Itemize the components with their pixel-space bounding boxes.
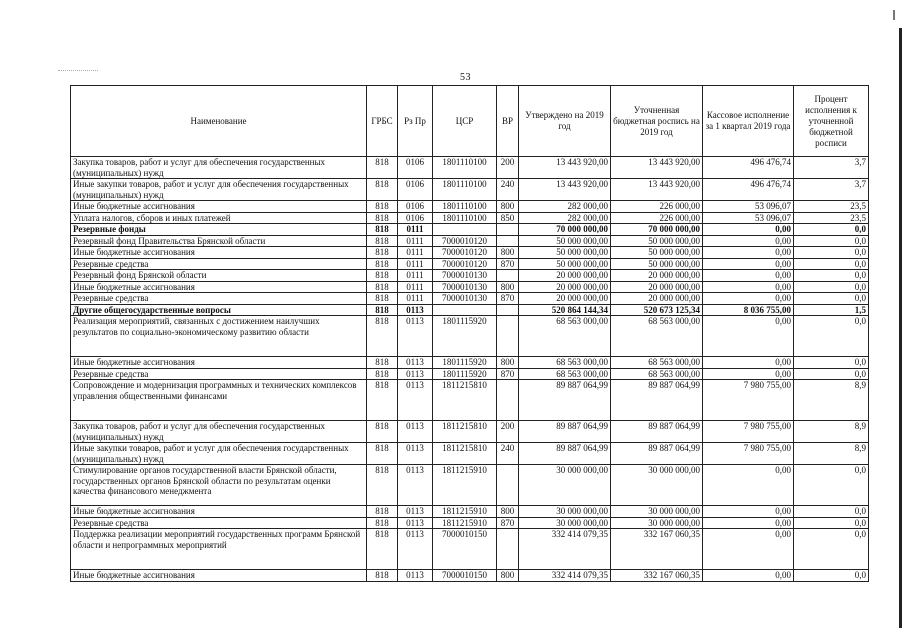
cell-vr bbox=[497, 529, 519, 570]
cell-approved: 89 887 064,99 bbox=[519, 421, 611, 443]
cell-refined: 68 563 000,00 bbox=[611, 357, 703, 369]
table-row bbox=[71, 281, 869, 293]
cell-csr: 7000010120 bbox=[433, 235, 497, 247]
cell-rzpr: 0111 bbox=[398, 281, 433, 293]
budget-table bbox=[70, 85, 869, 582]
cell-name: Иные бюджетные ассигнования bbox=[71, 506, 367, 518]
cell-cash: 53 096,07 bbox=[703, 201, 794, 213]
cell-csr: 7000010130 bbox=[433, 293, 497, 305]
cell-grbs: 818 bbox=[367, 357, 398, 369]
cell-cash: 0,00 bbox=[703, 235, 794, 247]
cell-approved: 68 563 000,00 bbox=[519, 357, 611, 369]
cell-grbs: 818 bbox=[367, 316, 398, 357]
cell-grbs: 818 bbox=[367, 247, 398, 259]
cell-refined: 30 000 000,00 bbox=[611, 465, 703, 506]
cell-cash: 0,00 bbox=[703, 517, 794, 529]
cell-vr bbox=[497, 270, 519, 282]
cell-csr: 1801110100 bbox=[433, 157, 497, 179]
scan-edge-border bbox=[899, 28, 902, 628]
cell-grbs: 818 bbox=[367, 201, 398, 213]
scan-edge-mark bbox=[893, 10, 895, 20]
cell-refined: 332 167 060,35 bbox=[611, 570, 703, 582]
cell-percent: 0,0 bbox=[794, 293, 869, 305]
cell-name: Стимулирование органов государственной власти Брянской области, государственных органов Брянской области по результатам оценки качества финансового менеджмента bbox=[71, 465, 367, 506]
cell-grbs: 818 bbox=[367, 293, 398, 305]
cell-refined: 332 167 060,35 bbox=[611, 529, 703, 570]
cell-cash: 0,00 bbox=[703, 465, 794, 506]
cell-grbs: 818 bbox=[367, 443, 398, 465]
cell-approved: 20 000 000,00 bbox=[519, 270, 611, 282]
cell-refined: 20 000 000,00 bbox=[611, 281, 703, 293]
cell-vr: 800 bbox=[497, 570, 519, 582]
cell-refined: 13 443 920,00 bbox=[611, 179, 703, 201]
table-row bbox=[71, 465, 869, 506]
cell-rzpr: 0113 bbox=[398, 506, 433, 518]
cell-percent: 23,5 bbox=[794, 201, 869, 213]
cell-approved: 30 000 000,00 bbox=[519, 465, 611, 506]
cell-name: Иные закупки товаров, работ и услуг для обеспечения государственных (муниципальных) нужд bbox=[71, 179, 367, 201]
cell-cash: 0,00 bbox=[703, 529, 794, 570]
cell-percent: 0,0 bbox=[794, 247, 869, 259]
cell-name: Резервные фонды bbox=[71, 224, 367, 236]
cell-refined: 68 563 000,00 bbox=[611, 316, 703, 357]
cell-grbs: 818 bbox=[367, 270, 398, 282]
cell-approved: 68 563 000,00 bbox=[519, 368, 611, 380]
cell-approved: 20 000 000,00 bbox=[519, 281, 611, 293]
cell-grbs: 818 bbox=[367, 380, 398, 421]
cell-grbs: 818 bbox=[367, 368, 398, 380]
cell-rzpr: 0113 bbox=[398, 357, 433, 369]
cell-cash: 0,00 bbox=[703, 270, 794, 282]
cell-csr: 1801110100 bbox=[433, 179, 497, 201]
cell-csr: 7000010150 bbox=[433, 529, 497, 570]
cell-approved: 13 443 920,00 bbox=[519, 179, 611, 201]
cell-rzpr: 0111 bbox=[398, 293, 433, 305]
cell-grbs: 818 bbox=[367, 304, 398, 316]
cell-name: Поддержка реализации мероприятий государственных программ Брянской области и непрограммных мероприятий bbox=[71, 529, 367, 570]
cell-refined: 70 000 000,00 bbox=[611, 224, 703, 236]
cell-refined: 30 000 000,00 bbox=[611, 517, 703, 529]
cell-grbs: 818 bbox=[367, 570, 398, 582]
table-row bbox=[71, 247, 869, 259]
cell-approved: 70 000 000,00 bbox=[519, 224, 611, 236]
cell-csr: 7000010130 bbox=[433, 270, 497, 282]
cell-rzpr: 0106 bbox=[398, 201, 433, 213]
cell-name: Уплата налогов, сборов и иных платежей bbox=[71, 212, 367, 224]
cell-vr: 800 bbox=[497, 201, 519, 213]
cell-percent: 0,0 bbox=[794, 368, 869, 380]
cell-csr: 1811215810 bbox=[433, 443, 497, 465]
table-row bbox=[71, 517, 869, 529]
cell-vr: 800 bbox=[497, 281, 519, 293]
table-row bbox=[71, 224, 869, 236]
cell-cash: 7 980 755,00 bbox=[703, 380, 794, 421]
table-header-row bbox=[71, 86, 869, 157]
table-row bbox=[71, 368, 869, 380]
cell-cash: 0,00 bbox=[703, 506, 794, 518]
cell-name: Другие общегосударственные вопросы bbox=[71, 304, 367, 316]
header-grbs: ГРБС bbox=[367, 86, 398, 157]
cell-refined: 50 000 000,00 bbox=[611, 247, 703, 259]
cell-percent: 0,0 bbox=[794, 281, 869, 293]
cell-rzpr: 0113 bbox=[398, 529, 433, 570]
cell-vr: 870 bbox=[497, 293, 519, 305]
cell-grbs: 818 bbox=[367, 157, 398, 179]
cell-rzpr: 0106 bbox=[398, 179, 433, 201]
cell-refined: 20 000 000,00 bbox=[611, 270, 703, 282]
cell-percent: 8,9 bbox=[794, 443, 869, 465]
cell-percent: 0,0 bbox=[794, 506, 869, 518]
cell-approved: 89 887 064,99 bbox=[519, 380, 611, 421]
cell-grbs: 818 bbox=[367, 212, 398, 224]
cell-approved: 13 443 920,00 bbox=[519, 157, 611, 179]
cell-rzpr: 0111 bbox=[398, 224, 433, 236]
header-vr: ВР bbox=[497, 86, 519, 157]
cell-name: Резервные средства bbox=[71, 517, 367, 529]
cell-rzpr: 0111 bbox=[398, 270, 433, 282]
header-csr: ЦСР bbox=[433, 86, 497, 157]
cell-vr bbox=[497, 380, 519, 421]
header-name: Наименование bbox=[71, 86, 367, 157]
cell-csr: 1811215810 bbox=[433, 380, 497, 421]
cell-rzpr: 0106 bbox=[398, 157, 433, 179]
cell-rzpr: 0113 bbox=[398, 304, 433, 316]
cell-name: Иные бюджетные ассигнования bbox=[71, 281, 367, 293]
cell-vr: 200 bbox=[497, 421, 519, 443]
cell-csr: 1801110100 bbox=[433, 212, 497, 224]
cell-approved: 68 563 000,00 bbox=[519, 316, 611, 357]
table-row bbox=[71, 270, 869, 282]
cell-csr: 1801110100 bbox=[433, 201, 497, 213]
cell-refined: 226 000,00 bbox=[611, 212, 703, 224]
header-cash: Кассовое исполнение за 1 квартал 2019 года bbox=[703, 86, 794, 157]
cell-rzpr: 0113 bbox=[398, 368, 433, 380]
cell-csr: 7000010120 bbox=[433, 258, 497, 270]
cell-percent: 0,0 bbox=[794, 529, 869, 570]
table-row bbox=[71, 304, 869, 316]
table-row bbox=[71, 201, 869, 213]
table-row bbox=[71, 529, 869, 570]
cell-vr: 240 bbox=[497, 179, 519, 201]
cell-percent: 8,9 bbox=[794, 380, 869, 421]
cell-csr: 7000010130 bbox=[433, 281, 497, 293]
cell-vr: 800 bbox=[497, 247, 519, 259]
header-percent: Процент исполнения к уточненной бюджетной росписи bbox=[794, 86, 869, 157]
cell-vr bbox=[497, 224, 519, 236]
cell-vr bbox=[497, 316, 519, 357]
cell-vr: 870 bbox=[497, 258, 519, 270]
cell-name: Реализация мероприятий, связанных с достижением наилучших результатов по социально-экономическому развитию области bbox=[71, 316, 367, 357]
cell-csr: 1801115920 bbox=[433, 368, 497, 380]
cell-cash: 0,00 bbox=[703, 293, 794, 305]
cell-approved: 282 000,00 bbox=[519, 212, 611, 224]
cell-rzpr: 0113 bbox=[398, 570, 433, 582]
cell-vr bbox=[497, 465, 519, 506]
header-rzpr: Рз Пр bbox=[398, 86, 433, 157]
cell-approved: 282 000,00 bbox=[519, 201, 611, 213]
cell-name: Резервные средства bbox=[71, 293, 367, 305]
cell-cash: 0,00 bbox=[703, 247, 794, 259]
cell-csr: 1801115920 bbox=[433, 316, 497, 357]
cell-approved: 30 000 000,00 bbox=[519, 517, 611, 529]
cell-rzpr: 0113 bbox=[398, 380, 433, 421]
cell-rzpr: 0106 bbox=[398, 212, 433, 224]
cell-percent: 1,5 bbox=[794, 304, 869, 316]
table-row bbox=[71, 235, 869, 247]
cell-vr bbox=[497, 304, 519, 316]
cell-name: Иные закупки товаров, работ и услуг для обеспечения государственных (муниципальных) нужд bbox=[71, 443, 367, 465]
cell-percent: 0,0 bbox=[794, 316, 869, 357]
cell-name: Сопровождение и модернизация программных и технических комплексов управления общественными финансами bbox=[71, 380, 367, 421]
cell-refined: 68 563 000,00 bbox=[611, 368, 703, 380]
cell-name: Резервные средства bbox=[71, 368, 367, 380]
cell-cash: 0,00 bbox=[703, 316, 794, 357]
cell-csr: 1801115920 bbox=[433, 357, 497, 369]
cell-percent: 0,0 bbox=[794, 465, 869, 506]
cell-percent: 0,0 bbox=[794, 235, 869, 247]
cell-cash: 7 980 755,00 bbox=[703, 443, 794, 465]
cell-cash: 496 476,74 bbox=[703, 179, 794, 201]
cell-cash: 0,00 bbox=[703, 570, 794, 582]
cell-rzpr: 0113 bbox=[398, 465, 433, 506]
cell-vr: 240 bbox=[497, 443, 519, 465]
cell-csr bbox=[433, 224, 497, 236]
cell-percent: 0,0 bbox=[794, 224, 869, 236]
table-row bbox=[71, 316, 869, 357]
cell-csr: 1811215910 bbox=[433, 506, 497, 518]
cell-approved: 50 000 000,00 bbox=[519, 247, 611, 259]
cell-name: Резервный фонд Правительства Брянской области bbox=[71, 235, 367, 247]
table-body bbox=[71, 157, 869, 582]
cell-grbs: 818 bbox=[367, 179, 398, 201]
cell-vr: 870 bbox=[497, 517, 519, 529]
cell-rzpr: 0113 bbox=[398, 517, 433, 529]
cell-approved: 20 000 000,00 bbox=[519, 293, 611, 305]
cell-csr: 1811215810 bbox=[433, 421, 497, 443]
cell-cash: 8 036 755,00 bbox=[703, 304, 794, 316]
cell-rzpr: 0113 bbox=[398, 443, 433, 465]
cell-grbs: 818 bbox=[367, 421, 398, 443]
cell-refined: 520 673 125,34 bbox=[611, 304, 703, 316]
table-row bbox=[71, 357, 869, 369]
cell-percent: 0,0 bbox=[794, 570, 869, 582]
cell-grbs: 818 bbox=[367, 517, 398, 529]
cell-cash: 53 096,07 bbox=[703, 212, 794, 224]
scan-artifact bbox=[58, 70, 98, 72]
cell-approved: 89 887 064,99 bbox=[519, 443, 611, 465]
cell-csr: 1811215910 bbox=[433, 465, 497, 506]
cell-percent: 3,7 bbox=[794, 179, 869, 201]
cell-refined: 226 000,00 bbox=[611, 201, 703, 213]
cell-csr: 7000010120 bbox=[433, 247, 497, 259]
table-row bbox=[71, 570, 869, 582]
cell-refined: 50 000 000,00 bbox=[611, 258, 703, 270]
cell-name: Закупка товаров, работ и услуг для обеспечения государственных (муниципальных) нужд bbox=[71, 421, 367, 443]
cell-cash: 496 476,74 bbox=[703, 157, 794, 179]
table-row bbox=[71, 212, 869, 224]
cell-vr bbox=[497, 235, 519, 247]
cell-rzpr: 0111 bbox=[398, 247, 433, 259]
cell-grbs: 818 bbox=[367, 281, 398, 293]
cell-cash: 0,00 bbox=[703, 281, 794, 293]
cell-grbs: 818 bbox=[367, 529, 398, 570]
table-row bbox=[71, 293, 869, 305]
cell-csr: 1811215910 bbox=[433, 517, 497, 529]
cell-csr bbox=[433, 304, 497, 316]
cell-approved: 50 000 000,00 bbox=[519, 235, 611, 247]
table-row bbox=[71, 157, 869, 179]
cell-cash: 7 980 755,00 bbox=[703, 421, 794, 443]
cell-vr: 870 bbox=[497, 368, 519, 380]
cell-name: Закупка товаров, работ и услуг для обеспечения государственных (муниципальных) нужд bbox=[71, 157, 367, 179]
cell-name: Иные бюджетные ассигнования bbox=[71, 201, 367, 213]
cell-rzpr: 0113 bbox=[398, 316, 433, 357]
cell-refined: 89 887 064,99 bbox=[611, 443, 703, 465]
page-number: 53 bbox=[460, 72, 471, 83]
cell-name: Резервный фонд Брянской области bbox=[71, 270, 367, 282]
cell-rzpr: 0111 bbox=[398, 258, 433, 270]
cell-approved: 520 864 144,34 bbox=[519, 304, 611, 316]
table-row bbox=[71, 421, 869, 443]
cell-csr: 7000010150 bbox=[433, 570, 497, 582]
cell-refined: 20 000 000,00 bbox=[611, 293, 703, 305]
cell-name: Иные бюджетные ассигнования bbox=[71, 247, 367, 259]
table-row bbox=[71, 443, 869, 465]
cell-percent: 3,7 bbox=[794, 157, 869, 179]
cell-grbs: 818 bbox=[367, 235, 398, 247]
cell-refined: 13 443 920,00 bbox=[611, 157, 703, 179]
cell-name: Резервные средства bbox=[71, 258, 367, 270]
cell-grbs: 818 bbox=[367, 465, 398, 506]
cell-rzpr: 0111 bbox=[398, 235, 433, 247]
cell-percent: 0,0 bbox=[794, 357, 869, 369]
table-row bbox=[71, 179, 869, 201]
cell-approved: 50 000 000,00 bbox=[519, 258, 611, 270]
cell-percent: 0,0 bbox=[794, 258, 869, 270]
cell-refined: 50 000 000,00 bbox=[611, 235, 703, 247]
cell-approved: 332 414 079,35 bbox=[519, 570, 611, 582]
cell-cash: 0,00 bbox=[703, 224, 794, 236]
cell-grbs: 818 bbox=[367, 224, 398, 236]
cell-percent: 0,0 bbox=[794, 270, 869, 282]
cell-name: Иные бюджетные ассигнования bbox=[71, 570, 367, 582]
table-row bbox=[71, 380, 869, 421]
cell-refined: 89 887 064,99 bbox=[611, 380, 703, 421]
cell-cash: 0,00 bbox=[703, 258, 794, 270]
cell-vr: 800 bbox=[497, 506, 519, 518]
cell-percent: 23,5 bbox=[794, 212, 869, 224]
cell-percent: 8,9 bbox=[794, 421, 869, 443]
cell-cash: 0,00 bbox=[703, 357, 794, 369]
cell-refined: 30 000 000,00 bbox=[611, 506, 703, 518]
cell-approved: 30 000 000,00 bbox=[519, 506, 611, 518]
cell-approved: 332 414 079,35 bbox=[519, 529, 611, 570]
cell-vr: 200 bbox=[497, 157, 519, 179]
cell-grbs: 818 bbox=[367, 506, 398, 518]
cell-vr: 850 bbox=[497, 212, 519, 224]
table-row bbox=[71, 258, 869, 270]
cell-name: Иные бюджетные ассигнования bbox=[71, 357, 367, 369]
header-refined: Уточненная бюджетная роспись на 2019 год bbox=[611, 86, 703, 157]
cell-cash: 0,00 bbox=[703, 368, 794, 380]
cell-refined: 89 887 064,99 bbox=[611, 421, 703, 443]
cell-percent: 0,0 bbox=[794, 517, 869, 529]
cell-grbs: 818 bbox=[367, 258, 398, 270]
cell-rzpr: 0113 bbox=[398, 421, 433, 443]
cell-vr: 800 bbox=[497, 357, 519, 369]
table-row bbox=[71, 506, 869, 518]
header-approved: Утверждено на 2019 год bbox=[519, 86, 611, 157]
